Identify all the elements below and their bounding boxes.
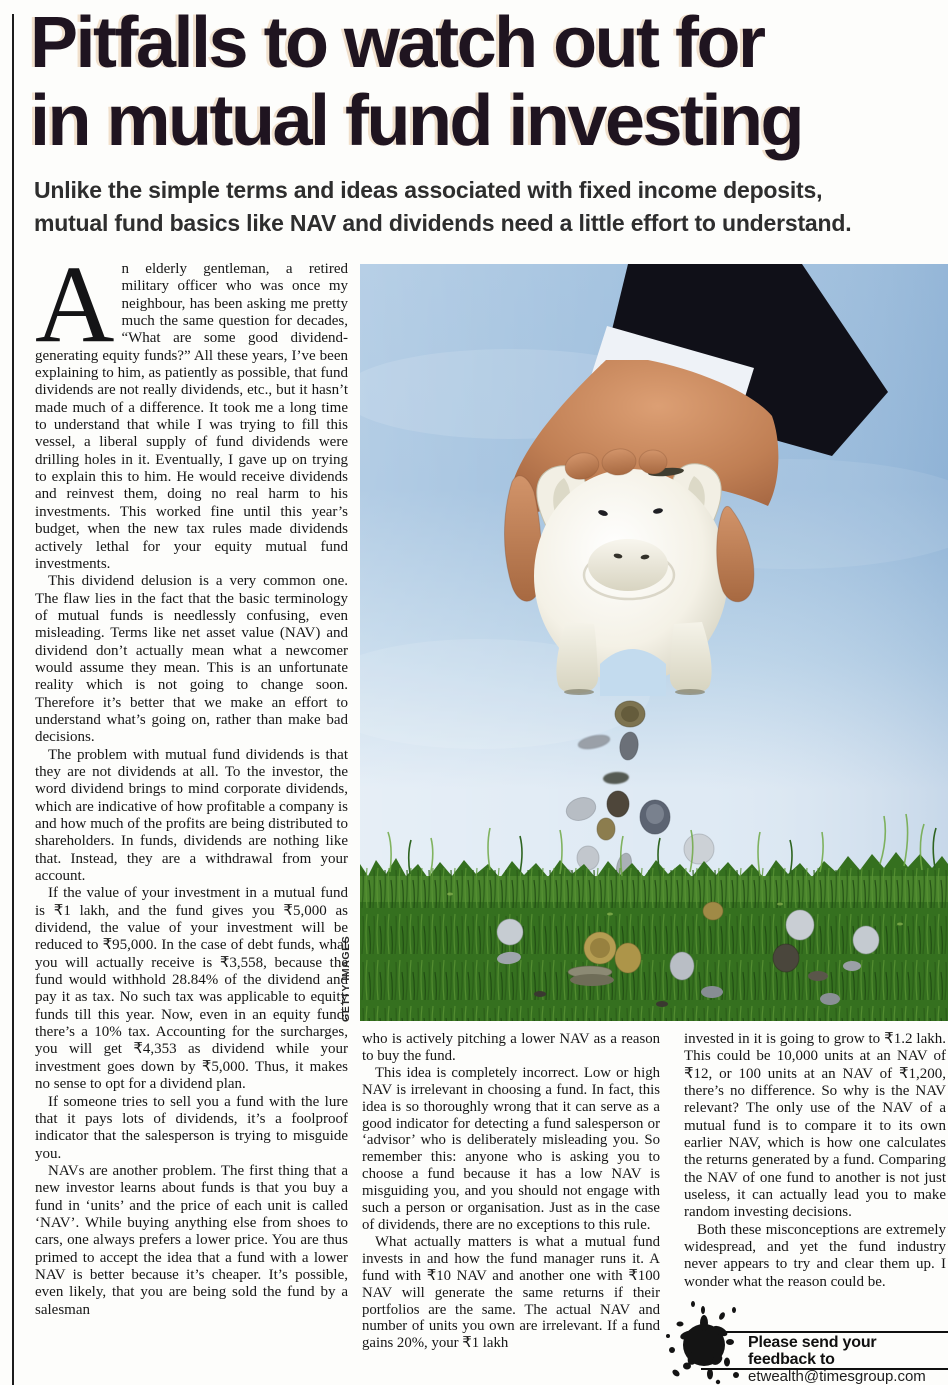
left-column-rule — [12, 14, 14, 1385]
ink-splat-icon — [663, 1298, 745, 1385]
paragraph-text: n elderly gentleman, a retired military officer who was once my neighbour, has been asking me pretty much the same question for decades, “What are some good dividend-generating equity funds?” All these years, I’ve been explaining to him, as patiently as possible, that fund dividends are not really dividends, etc., but it hasn’t made much of a difference. It took me a long time to understand that while I was trying to fill this vessel, a liberal supply of fund dividends were drilling holes in it. Eventually, I gave up on trying to explain this to him. He would receive dividends and reinvest them, doing no real harm to his investments. This worked fine until this year’s budget, when the new tax rules made dividends actively lethal for your equity mutual fund investments. — [35, 261, 348, 572]
standfirst — [34, 174, 874, 240]
feedback-box — [663, 1296, 948, 1385]
paragraph: What actually matters is what a mutual fund invests in and how the fund manager runs it. A fund with ₹10 NAV and another one with ₹100 NAV will generate the same returns if their portfolios are the same. The actual NAV and number of units you own are irrelevant. If a fund gains 20%, your ₹1 lakh — [362, 1233, 660, 1352]
photo-credit: GETTY IMAGES — [340, 935, 352, 1022]
paragraph: This idea is completely incorrect. Low or high NAV is irrelevant in choosing a fund. In fact, this idea is so thoroughly wrong that it can serve as a good indicator for detecting a fund salesperson or ‘advisor’ who is deliberately misleading you. So remember this: anyone who is asking you to choose a fund because it has a low NAV is misguiding you, and you should not engage with such a person or organisation. Just as in the case of dividends, there are no exceptions to this rule. — [362, 1064, 660, 1233]
paragraph: invested in it is going to grow to ₹1.2 lakh. This could be 10,000 units at an NAV of ₹12, or 100 units at an NAV of ₹1,200, there’s no difference. So why is the NAV relevant? The only use of the NAV of a mutual fund is to compare it to its own earlier NAV, which is how one calculates the returns generated by a fund. Comparing the NAV of one fund to another is not just useless, it can actually lead you to make random investing decisions. — [684, 1031, 946, 1221]
headline — [30, 4, 940, 160]
standfirst-line-1: Unlike the simple terms and ideas associated with fixed income deposits, — [34, 177, 823, 203]
article-column-2 — [362, 1031, 660, 1365]
paragraph: who is actively pitching a lower NAV as a reason to buy the fund. — [362, 1031, 660, 1064]
paragraph: Both these misconceptions are extremely widespread, and yet the fund industry never appears to try and clear them up. I wonder what the reason could be. — [684, 1221, 946, 1290]
feedback-label: Please send your feedback to — [748, 1334, 877, 1368]
headline-line-1: Pitfalls to watch out for — [30, 3, 764, 83]
article-column-3 — [684, 1031, 946, 1299]
headline-line-2: in mutual fund investing — [30, 81, 802, 161]
paragraph: If someone tries to sell you a fund with the lure that it pays lots of dividends, it’s a foolproof indicator that the salesperson is trying to misguide you. — [35, 1093, 348, 1162]
drop-cap: A — [35, 243, 115, 365]
paragraph: The problem with mutual fund dividends is that they are not dividends at all. To the investor, the word dividend brings to mind corporate dividends, which are indicative of how profitable a company is and how much of the profits are being distributed to shareholders. In funds, dividends are nothing like that. Instead, they are a withdrawal from your account. — [35, 746, 348, 885]
paragraph: This dividend delusion is a very common one. The flaw lies in the fact that the basic terminology of mutual funds is needlessly confusing, even misleading. Terms like net asset value (NAV) and dividend don’t actually mean what a newcomer would assume they mean. This is an unfortunate reality which is not going to change soon. Therefore it’s better that we make an effort to understand what’s going on, rather than make bad decisions. — [35, 573, 348, 746]
piggy-bank — [534, 464, 728, 696]
feedback-email: etwealth@timesgroup.com — [748, 1368, 926, 1385]
article-column-1 — [35, 243, 348, 1365]
feedback-text — [748, 1334, 948, 1385]
paragraph: NAVs are another problem. The first thing that a new investor learns about funds is that you buy a fund in ‘units’ and the price of each unit is called ‘NAV’. While buying anything else from shoes to cars, one always prefers a lower price. You are thus primed to accept the idea that a fund with a lower NAV is better because it’s cheaper. It’s possible, even likely, that you are being sold the fund by a salesman — [35, 1162, 348, 1318]
piggy-snout — [588, 539, 668, 591]
piggy-bank-photo — [360, 264, 948, 1021]
paragraph — [35, 243, 348, 573]
paragraph: If the value of your investment in a mutual fund is ₹1 lakh, and the fund gives you ₹5,000 as dividend, the value of your investment will be reduced to ₹95,000. In the case of debt funds, what you will actually receive is ₹3,558, because the fund would withhold 28.84% of the dividend and pay it as tax. No such tax was applicable to equity funds till this year. Now, even in an equity fund, there’s a 10% tax. Accounting for the surcharges, you will get ₹4,353 as dividend while your investment goes down by ₹5,000. Thus, it makes no sense to opt for a dividend plan. — [35, 885, 348, 1093]
standfirst-line-2: mutual fund basics like NAV and dividends need a little effort to understand. — [34, 210, 852, 236]
